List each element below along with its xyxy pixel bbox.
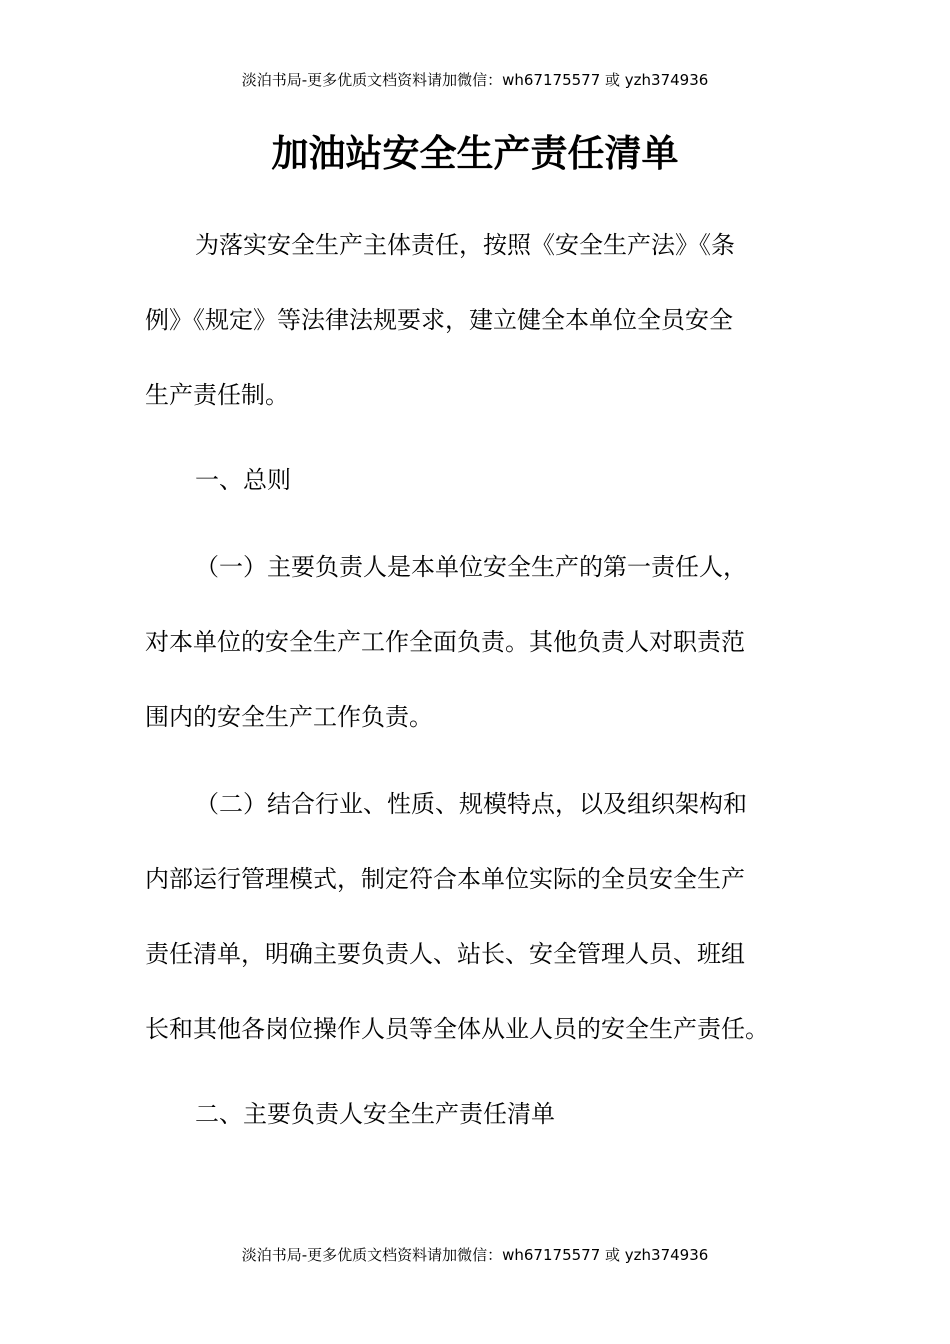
- section-heading-general: 一、总则: [195, 466, 291, 494]
- clause-1-line-2: 对本单位的安全生产工作全面负责。其他负责人对职责范: [145, 628, 745, 656]
- intro-line-1: 为落实安全生产主体责任，按照《安全生产法》《条: [195, 231, 735, 259]
- clause-2-line-4: 长和其他各岗位操作人员等全体从业人员的安全生产责任。: [145, 1015, 769, 1043]
- footer-watermark-note: 淡泊书局-更多优质文档资料请加微信：wh67175577 或 yzh374936: [241, 1246, 709, 1264]
- document-title: 加油站安全生产责任清单: [271, 132, 679, 175]
- clause-1-line-1: （一）主要负责人是本单位安全生产的第一责任人，: [195, 553, 747, 581]
- section-heading-principal-responsibility: 二、主要负责人安全生产责任清单: [195, 1100, 555, 1128]
- clause-2-line-2: 内部运行管理模式，制定符合本单位实际的全员安全生产: [145, 865, 745, 893]
- intro-line-3: 生产责任制。: [145, 381, 289, 409]
- clause-2-line-3: 责任清单，明确主要负责人、站长、安全管理人员、班组: [145, 940, 745, 968]
- header-watermark-note: 淡泊书局-更多优质文档资料请加微信：wh67175577 或 yzh374936: [241, 71, 709, 89]
- clause-2-line-1: （二）结合行业、性质、规模特点，以及组织架构和: [195, 790, 747, 818]
- intro-line-2: 例》《规定》等法律法规要求，建立健全本单位全员安全: [145, 306, 733, 334]
- clause-1-line-3: 围内的安全生产工作负责。: [145, 703, 433, 731]
